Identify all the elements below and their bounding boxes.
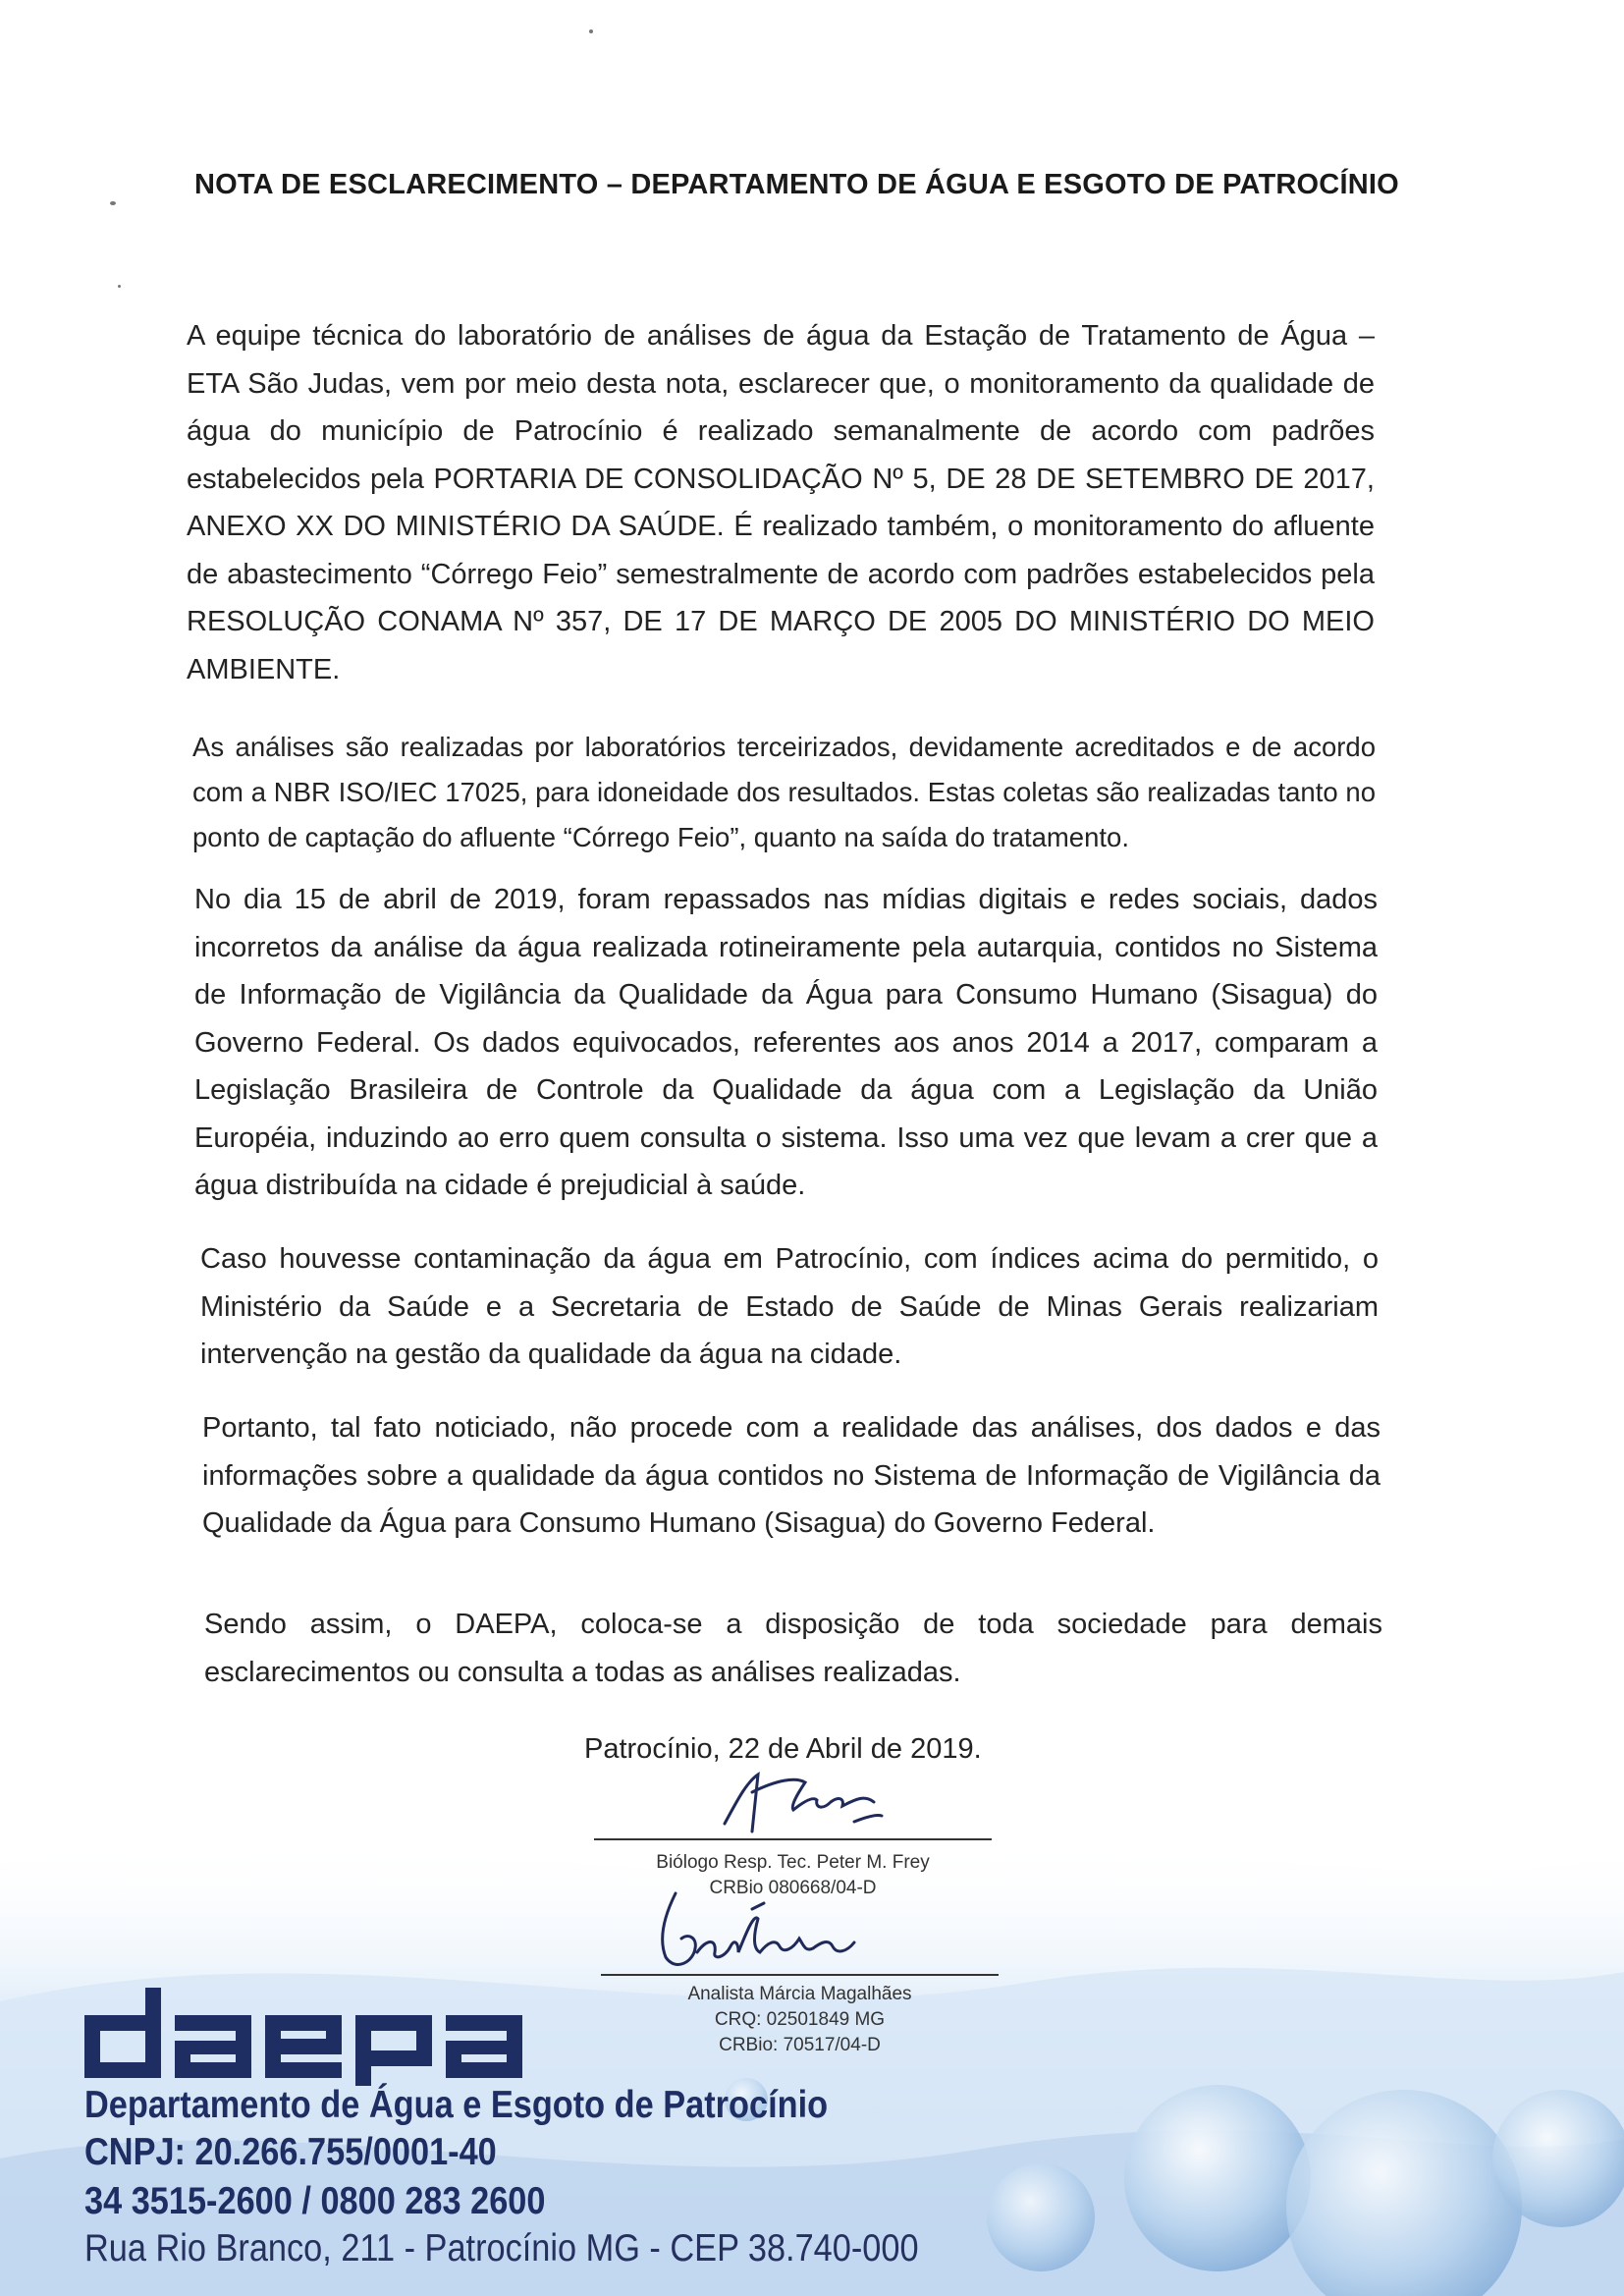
footer-phones: 34 3515-2600 / 0800 283 2600	[84, 2180, 546, 2222]
signatory-2-registration-2: CRBio: 70517/04-D	[719, 2035, 881, 2055]
signatory-2-role: Analista Márcia Magalhães	[687, 1984, 912, 2004]
footer-address: Rua Rio Branco, 211 - Patrocínio MG - CEP 38.740-000	[84, 2227, 919, 2269]
scan-speck	[118, 285, 121, 288]
signature-peter-frey	[707, 1763, 893, 1841]
paragraph-monitoring: A equipe técnica do laboratório de análises de água da Estação de Tratamento de Água – ETA São Judas, vem por meio desta nota, esclarecer que, o monitoramento da qualidade de água do município de Patrocínio é realizado semanalmente de acordo com padrões estabelecidos pela PORTARIA DE CONSOLIDAÇÃO Nº 5, DE 28 DE SETEMBRO DE 2017, ANEXO XX DO MINISTÉRIO DA SAÚDE. É realizado também, o monitoramento do afluente de abastecimento “Córrego Feio” semestralmente de acordo com padrões estabelecidos pela RESOLUÇÃO CONAMA Nº 357, DE 17 DE MARÇO DE 2005 DO MINISTÉRIO DO MEIO AMBIENTE.	[187, 320, 1375, 685]
footer-cnpj: CNPJ: 20.266.755/0001-40	[84, 2131, 497, 2173]
footer-org-name: Departamento de Água e Esgoto de Patrocínio	[84, 2084, 829, 2126]
paragraph-incorrect-data: No dia 15 de abril de 2019, foram repassados nas mídias digitais e redes sociais, dados incorretos da análise da água realizada rotineiramente pela autarquia, contidos no Sistema de Informação de Vigilância da Qualidade da Água para Consumo Humano (Sisagua) do Governo Federal. Os dados equivocados, referentes aos anos 2014 a 2017, comparam a Legislação Brasileira de Controle da Qualidade da água com a Legislação da União Européia, induzindo ao erro quem consulta o sistema. Isso uma vez que levam a crer que a água distribuída na cidade é prejudicial à saúde.	[194, 884, 1378, 1201]
daepa-logo	[84, 1988, 531, 2086]
paragraph-contamination: Caso houvesse contaminação da água em Patrocínio, com índices acima do permitido, o Ministério da Saúde e a Secretaria de Estado de Saúde de Minas Gerais realizariam intervenção na gestão da qualidade da água na cidade.	[200, 1243, 1379, 1370]
signatory-2-registration: CRQ: 02501849 MG	[714, 2009, 886, 2030]
signatory-1-registration: CRBio 080668/04-D	[709, 1878, 877, 1898]
paragraph-availability: Sendo assim, o DAEPA, coloca-se a disposição de toda sociedade para demais esclarecimentos ou consulta a todas as análises realizadas.	[204, 1609, 1382, 1688]
signature-marcia-magalhaes	[636, 1884, 892, 1982]
scan-speck	[110, 201, 116, 205]
signature-line-2	[601, 1974, 999, 1976]
document-title: NOTA DE ESCLARECIMENTO – DEPARTAMENTO DE ÁGUA E ESGOTO DE PATROCÍNIO	[194, 169, 1399, 200]
signature-line-1	[594, 1838, 992, 1840]
paragraph-laboratories: As análises são realizadas por laboratórios terceirizados, devidamente acreditados e de acordo com a NBR ISO/IEC 17025, para idoneidade dos resultados. Estas coletas são realizadas tanto no ponto de captação do afluente “Córrego Feio”, quanto na saída do tratamento.	[192, 732, 1376, 852]
paragraph-conclusion: Portanto, tal fato noticiado, não procede com a realidade das análises, dos dados e das informações sobre a qualidade da água contidos no Sistema de Informação de Vigilância da Qualidade da Água para Consumo Humano (Sisagua) do Governo Federal.	[202, 1412, 1380, 1539]
scan-speck	[589, 29, 593, 33]
date-line: Patrocínio, 22 de Abril de 2019.	[584, 1733, 982, 1765]
signatory-1-role: Biólogo Resp. Tec. Peter M. Frey	[656, 1852, 930, 1873]
